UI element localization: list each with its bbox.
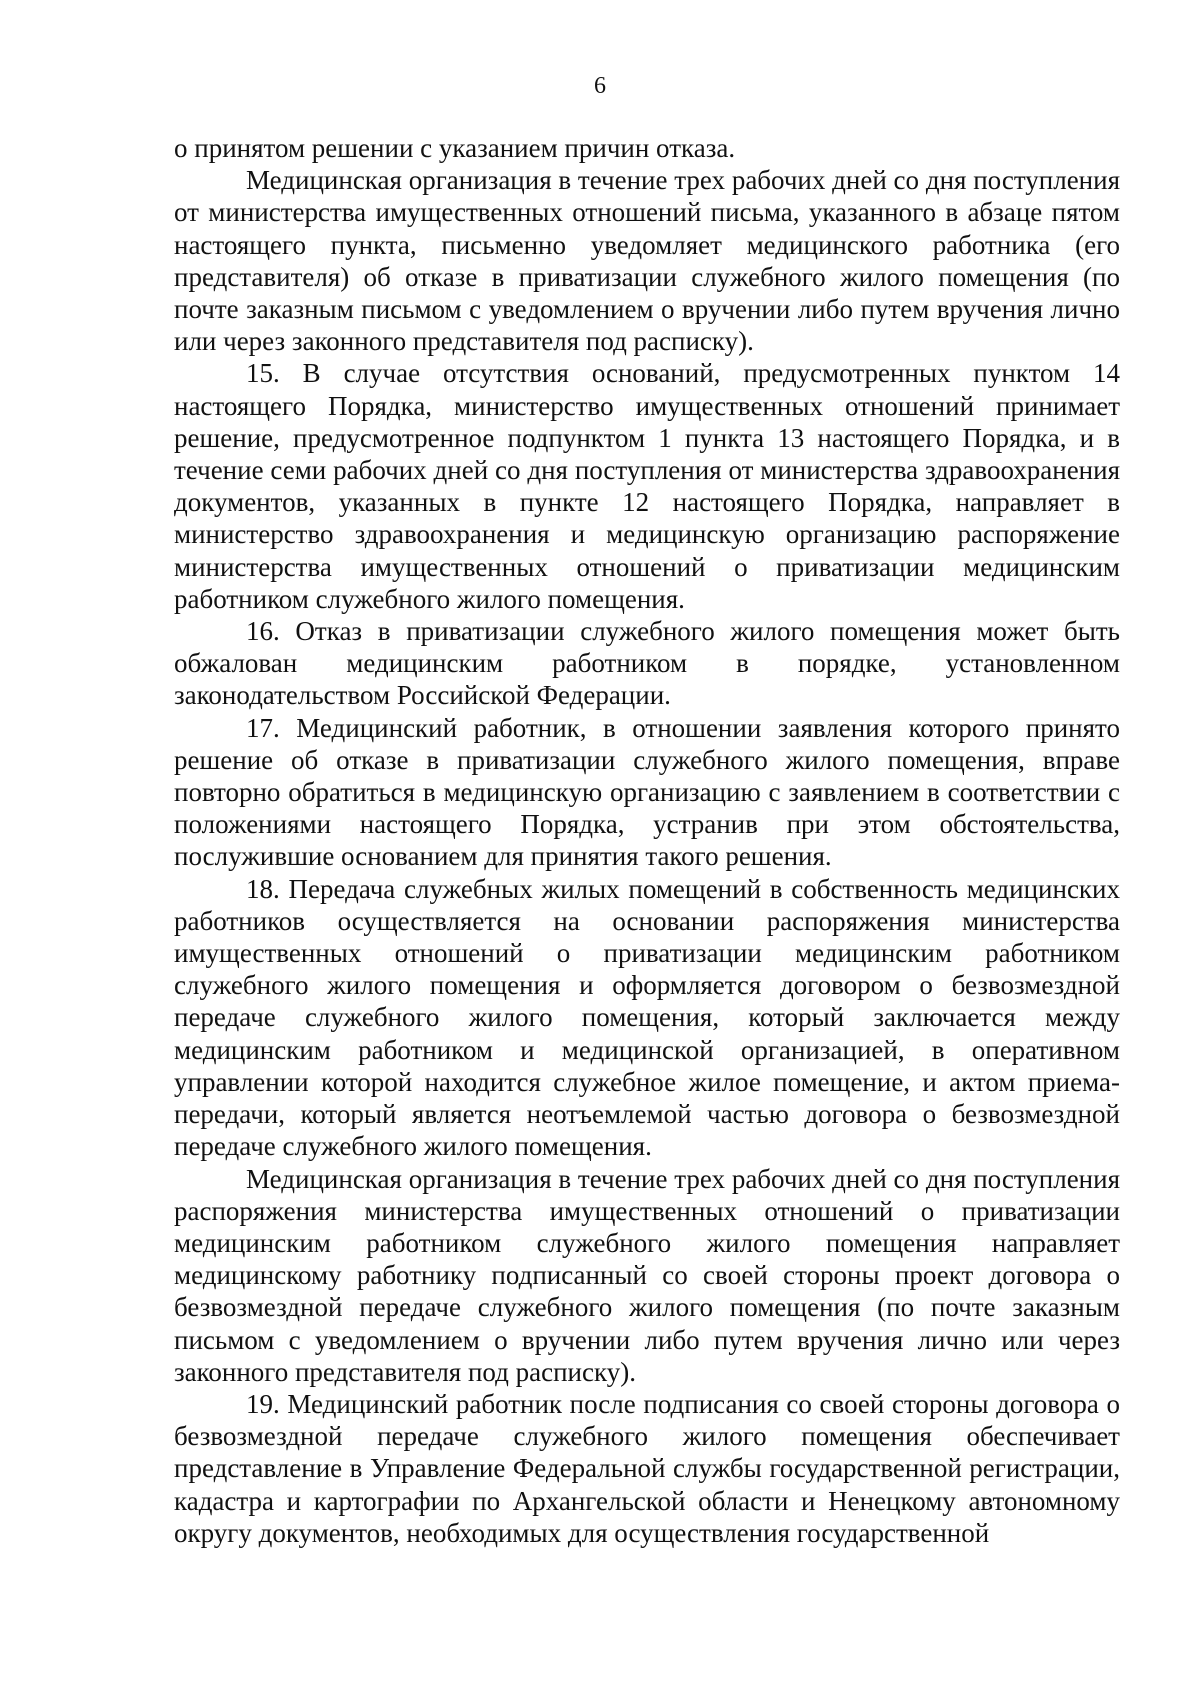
paragraph-clause-19: 19. Медицинский работник после подписания со своей стороны договора о безвозмездной передаче служебного жилого помещения обеспечивает представление в Управление Федеральной службы государственной регистрации, кадастра и картографии по Архангельской области и Ненецкому автономному округу документов, необходимых для осуществления государственной (174, 1388, 1120, 1548)
paragraph-clause-15: 15. В случае отсутствия оснований, предусмотренных пунктом 14 настоящего Порядка, министерство имущественных отношений принимает решение, предусмотренное подпунктом 1 пункта 13 настоящего Порядка, и в течение семи рабочих дней со дня поступления от министерства здравоохранения документов, указанных в пункте 12 настоящего Порядка, направляет в министерство здравоохранения и медицинскую организацию распоряжение министерства имущественных отношений о приватизации медицинским работником служебного жилого помещения. (174, 358, 1120, 614)
paragraph-clause-17: 17. Медицинский работник, в отношении заявления которого принято решение об отказе в приватизации служебного жилого помещения, вправе повторно обратиться в медицинскую организацию с заявлением в соответствии с положениями настоящего Порядка, устранив при этом обстоятельства, послужившие основанием для принятия такого решения. (174, 712, 1120, 872)
paragraph-clause-18: 18. Передача служебных жилых помещений в собственность медицинских работников осуществляется на основании распоряжения министерства имущественных отношений о приватизации медицинским работником служебного жилого помещения и оформляется договором о безвозмездной передаче служебного жилого помещения, который заключается между медицинским работником и медицинской организацией, в оперативном управлении которой находится служебное жилое помещение, и актом приема-передачи, который является неотъемлемой частью договора о безвозмездной передаче служебного жилого помещения. (174, 873, 1120, 1162)
paragraph-clause-16: 16. Отказ в приватизации служебного жилого помещения может быть обжалован медицинским работником в порядке, установленном законодательством Российской Федерации. (174, 616, 1120, 711)
paragraph-notification: Медицинская организация в течение трех рабочих дней со дня поступления от министерства имущественных отношений письма, указанного в абзаце пятом настоящего пункта, письменно уведомляет медицинского работника (его представителя) об отказе в приватизации служебного жилого помещения (по почте заказным письмом с уведомлением о вручении либо путем вручения лично или через законного представителя под расписку). (174, 165, 1120, 357)
paragraph-continuation: о принятом решении с указанием причин отказа. (174, 133, 736, 163)
page-number: 6 (594, 73, 606, 99)
document-body (174, 132, 1120, 1549)
paragraph-clause-18-contract: Медицинская организация в течение трех рабочих дней со дня поступления распоряжения министерства имущественных отношений о приватизации медицинским работником служебного жилого помещения направляет медицинскому работнику подписанный со своей стороны проект договора о безвозмездной передаче служебного жилого помещения (по почте заказным письмом с уведомлением о вручении либо путем вручения лично или через законного представителя под расписку). (174, 1163, 1120, 1387)
